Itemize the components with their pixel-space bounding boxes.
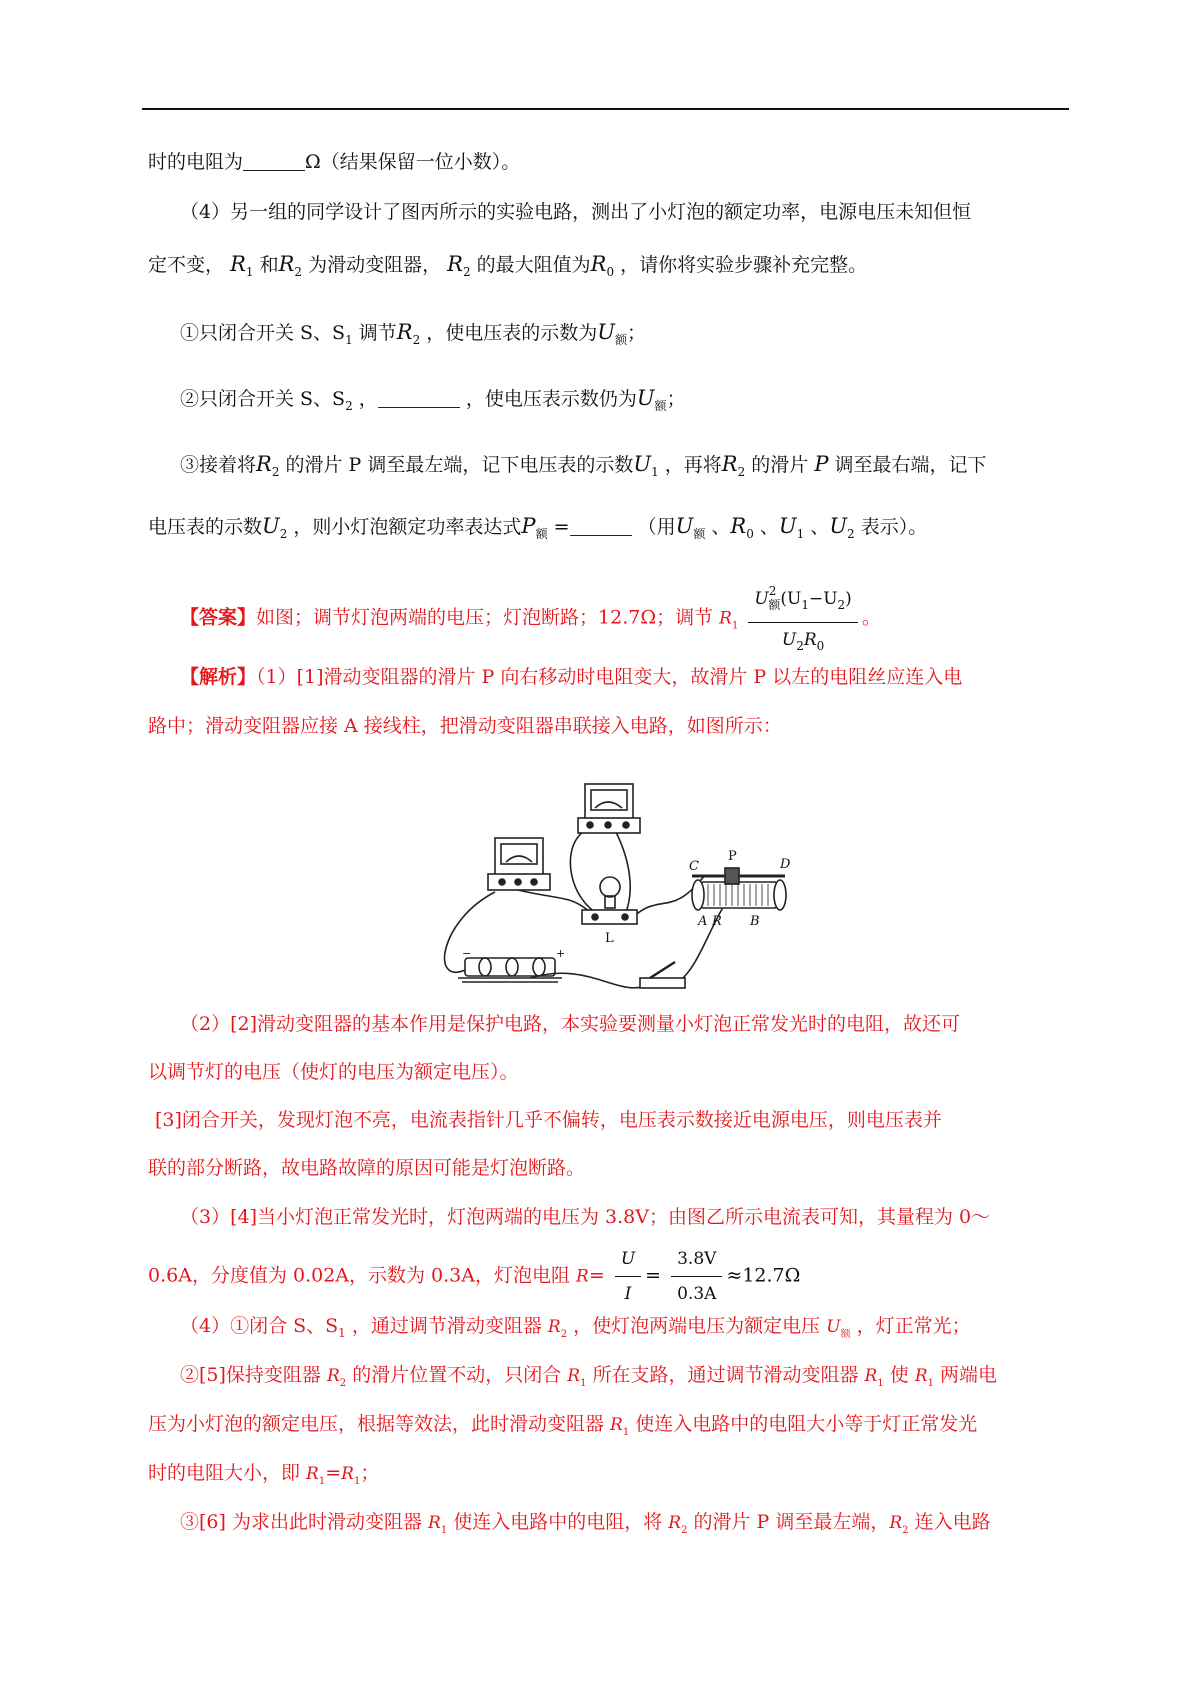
label-plus: + xyxy=(556,947,566,960)
analysis-p1-2: 路中；滑动变阻器应接 A 接线柱，把滑动变阻器串联接入电路，如图所示： xyxy=(148,715,782,737)
label-B: B xyxy=(750,914,760,929)
circuit-figure xyxy=(440,770,820,1010)
result-line: 时的电阻为 Ω（结果保留一位小数）。 xyxy=(148,151,521,173)
analysis-p6-1: ②[5]保持变阻器 $R_2$ 的滑片位置不动，只闭合 $R_1$ 所在支路，通过调节滑动变阻器 $R_1$ 使 $R_1$ 两端电 xyxy=(180,1364,998,1389)
header-rule xyxy=(142,108,1069,110)
q4-intro-1: （4）另一组的同学设计了图丙所示的实验电路，测出了小灯泡的额定功率，电源电压未知但恒 xyxy=(180,201,972,223)
analysis-p4-2: 0.6A，分度值为 0.02A，示数为 0.3A，灯泡电阻 R= $\frac{U}{I}$ = $\frac{3.8V}{0.3A}$ ≈12.7Ω xyxy=(148,1244,800,1309)
q4-intro-2: 定不变， $R_1$ 和$R_2$ 为滑动变阻器， $R_2$ 的最大阻值为$R_0$ ，请你将实验步骤补充完整。 xyxy=(148,252,868,279)
analysis-p3-1: [3]闭合开关，发现灯泡不亮，电流表指针几乎不偏转，电压表示数接近电源电压，则电压表并 xyxy=(155,1109,942,1131)
label-minus: − xyxy=(462,947,472,960)
analysis-p7: ③[6] 为求出此时滑动变阻器 $R_1$ 使连入电路中的电阻，将 $R_2$ 的滑片 P 调至最左端，$R_2$ 连入电路 xyxy=(180,1511,991,1536)
label-A: A xyxy=(698,914,708,929)
step-3-line-2: 电压表的示数$U_2$ ，则小灯泡额定功率表达式$P_额$ = （用$U_额$ 、$R_0$ 、$U_1$ 、$U_2$ 表示）。 xyxy=(148,514,928,541)
label-P: P xyxy=(728,849,737,864)
resistance-fraction-2: $\frac{3.8V}{0.3A}$ xyxy=(671,1244,722,1309)
label-C: C xyxy=(689,859,699,874)
resistance-fraction-1: $\frac{U}{I}$ xyxy=(615,1244,641,1309)
step2-blank xyxy=(378,389,460,408)
step-1: ①只闭合开关 S、$S_1$ 调节$R_2$ ，使电压表的示数为$U_额$； xyxy=(180,320,647,347)
lamp-bulb xyxy=(600,877,620,897)
analysis-p4-1: （3）[4]当小灯泡正常发光时，灯泡两端的电压为 3.8V；由图乙所示电流表可知，其量程为 0～ xyxy=(180,1206,991,1228)
analysis-p1-1: 【解析】（1）[1]滑动变阻器的滑片 P 向右移动时电阻变大，故滑片 P 以左的电阻丝应连入电 xyxy=(180,666,963,688)
analysis-p2-2: 以调节灯的电压（使灯的电压为额定电压）。 xyxy=(148,1061,519,1083)
step-3-line-1: ③接着将$R_2$ 的滑片 P 调至最左端，记下电压表的示数$U_1$ ，再将$R_2$ 的滑片 P 调至最右端，记下 xyxy=(180,452,987,479)
analysis-p6-3: 时的电阻大小，即 $R_1=R_1$； xyxy=(148,1462,380,1487)
rheostat-slider xyxy=(725,868,739,884)
analysis-p3-2: 联的部分断路，故电路故障的原因可能是灯泡断路。 xyxy=(148,1157,586,1179)
answer-line: 【答案】如图；调节灯泡两端的电压；灯泡断路；12.7Ω；调节 $R_1$ $\frac{U^2_额(U_1-U_2)}{U_2R_0}$ 。 xyxy=(180,576,881,661)
step-2: ②只闭合开关 S、$S_2$ ， ，使电压表示数仍为$U_额$； xyxy=(180,386,686,413)
analysis-p6-2: 压为小灯泡的额定电压，根据等效法，此时滑动变阻器 $R_1$ 使连入电路中的电阻大小等于灯正常发光 xyxy=(148,1413,978,1438)
label-D: D xyxy=(780,857,791,872)
power-blank xyxy=(570,517,632,536)
analysis-p5: （4）①闭合 S、$S_1$ ，通过调节滑动变阻器 $R_2$ ，使灯泡两端电压为额定电压 $U_额$ ，灯正常光； xyxy=(180,1315,971,1340)
wire-left xyxy=(445,892,495,972)
label-R: R xyxy=(712,914,722,929)
switch-base xyxy=(640,978,685,988)
answer-blank xyxy=(243,152,305,171)
analysis-p2-1: （2）[2]滑动变阻器的基本作用是保护电路，本实验要测量小灯泡正常发光时的电阻，故还可 xyxy=(180,1013,961,1035)
label-L: L xyxy=(605,931,614,946)
answer-fraction: $\frac{U^2_额(U_1-U_2)}{U_2R_0}$ xyxy=(748,576,857,661)
